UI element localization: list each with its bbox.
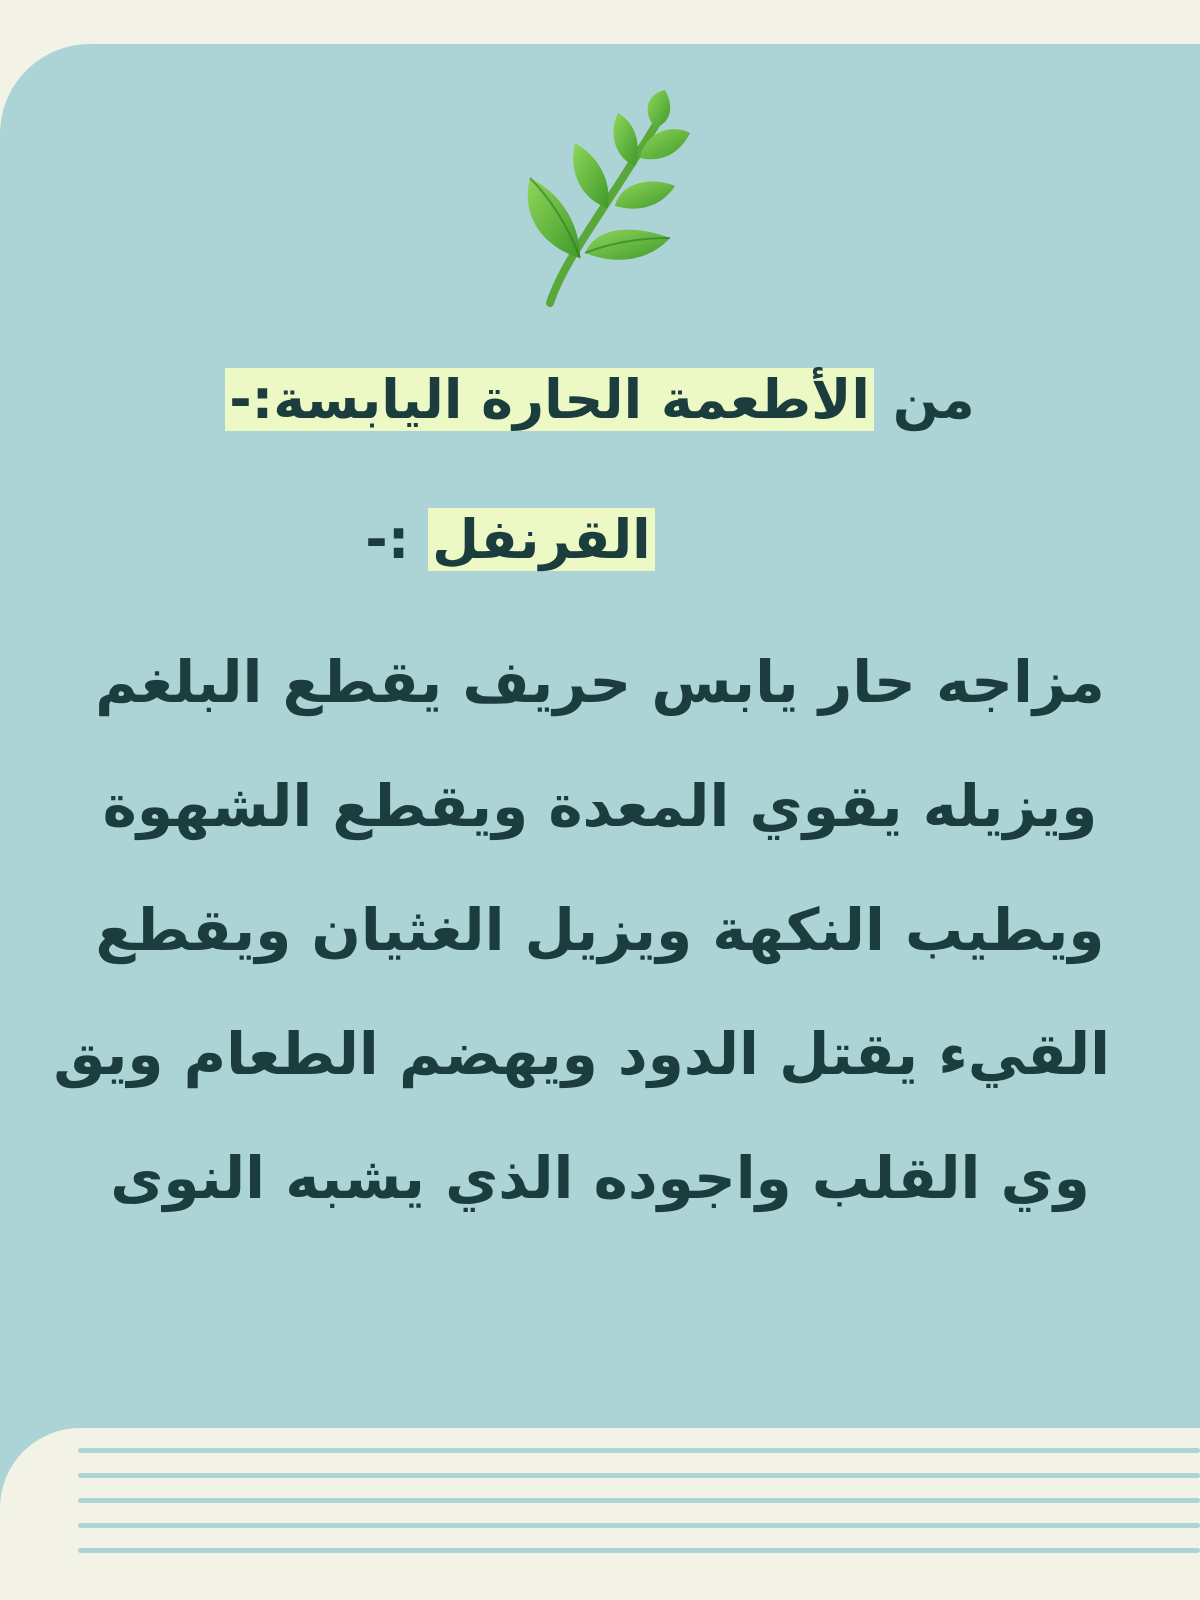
text-line: ويزيله يقوي المعدة ويقطع الشهوة [102, 772, 1098, 840]
page-edge-line [78, 1498, 1200, 1503]
section-heading [300, 500, 720, 580]
title-highlight: الأطعمة الحارة اليابسة:- [225, 368, 874, 431]
book-pages [0, 1428, 1200, 1600]
page-edge-line [78, 1548, 1200, 1553]
page-edge-line [78, 1448, 1200, 1453]
text-line: مزاجه حار يابس حريف يقطع البلغم [95, 648, 1105, 716]
page-title [90, 360, 1110, 440]
text-line: ويطيب النكهة ويزيل الغثيان ويقطع [95, 896, 1105, 964]
description-text [53, 620, 1110, 1240]
text-line: القيء يقتل الدود ويهضم الطعام ويق [53, 1020, 1110, 1088]
herb-leaf-icon [490, 88, 700, 308]
page-edge-line [78, 1523, 1200, 1528]
title-prefix: من [873, 368, 975, 431]
page-edge-line [78, 1473, 1200, 1478]
section-suffix: :- [365, 508, 429, 571]
text-line: وي القلب واجوده الذي يشبه النوى [110, 1144, 1090, 1212]
section-highlight: القرنفل [428, 508, 655, 571]
